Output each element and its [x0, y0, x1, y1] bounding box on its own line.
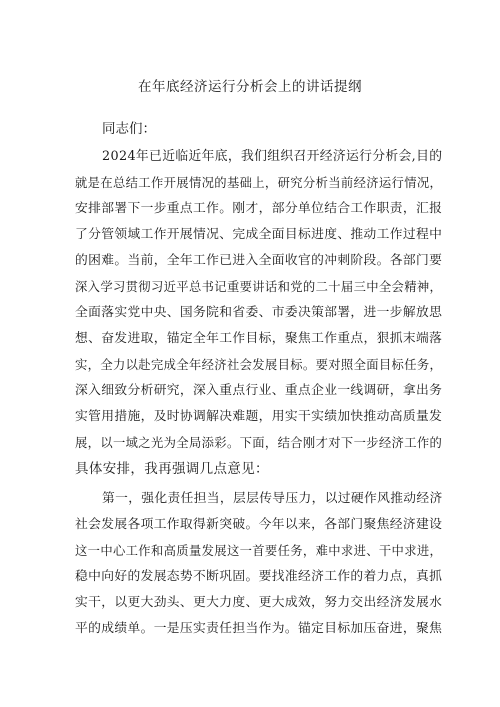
paragraph-2-line: 实干，以更大劲头、更大力度、更大成效，努力交出经济发展水: [75, 595, 443, 610]
salutation: 同志们：: [102, 121, 156, 137]
paragraph-1-line: 全面落实党中央、国务院和省委、市委决策部署，进一步解放思: [75, 305, 443, 320]
paragraph-2-line: 社会发展各项工作取得新突破。今年以来，各部门聚焦经济建设: [75, 517, 443, 532]
paragraph-1-line: 就是在总结工作开展情况的基础上，研究分析当前经济运行情况，: [75, 176, 443, 190]
paragraph-1-line: 安排部署下一步重点工作。刚才，部分单位结合工作职责，汇报: [75, 201, 443, 216]
paragraph-2-line: 第一，强化责任担当，层层传导压力，以过硬作风推动经济: [102, 491, 443, 506]
paragraph-1-line: 具体安排，我再强调几点意见：: [75, 461, 269, 477]
paragraph-1-line: 实，全力以赴完成全年经济社会发展目标。要对照全面目标任务，: [75, 358, 443, 372]
paragraph-1-line: 实管用措施，及时协调解决难题，用实干实绩加快推动高质量发: [75, 409, 443, 424]
paragraph-1-line: 深入学习贯彻习近平总书记重要讲话和党的二十届三中全会精神，: [75, 280, 443, 294]
paragraph-2-line: 稳中向好的发展态势不断巩固。要找准经济工作的着力点，真抓: [75, 569, 443, 584]
paragraph-2-line: 平的成绩单。一是压实责任担当作为。锚定目标加压奋进，聚焦: [75, 621, 443, 636]
document-title: 在年底经济运行分析会上的讲话提纲: [138, 79, 362, 95]
paragraph-1-line: 展，以一域之光为全局添彩。下面，结合刚才对下一步经济工作的: [75, 436, 443, 450]
paragraph-1-line: 的困难。当前，全年工作已进入全面收官的冲刺阶段。各部门要: [75, 253, 443, 268]
paragraph-1-line: 2024年已近临近年底，我们组织召开经济运行分析会,目的: [102, 149, 443, 164]
paragraph-1-line: 了分管领域工作开展情况、完成全面目标进度、推动工作过程中: [75, 227, 443, 242]
paragraph-1-line: 想、奋发进取，锚定全年工作目标，聚焦工作重点，狠抓末端落: [75, 331, 443, 346]
paragraph-1-line: 深入细致分析研究，深入重点行业、重点企业一线调研，拿出务: [75, 383, 443, 398]
paragraph-2-line: 这一中心工作和高质量发展这一首要任务，难中求进、干中求进，: [75, 544, 443, 558]
